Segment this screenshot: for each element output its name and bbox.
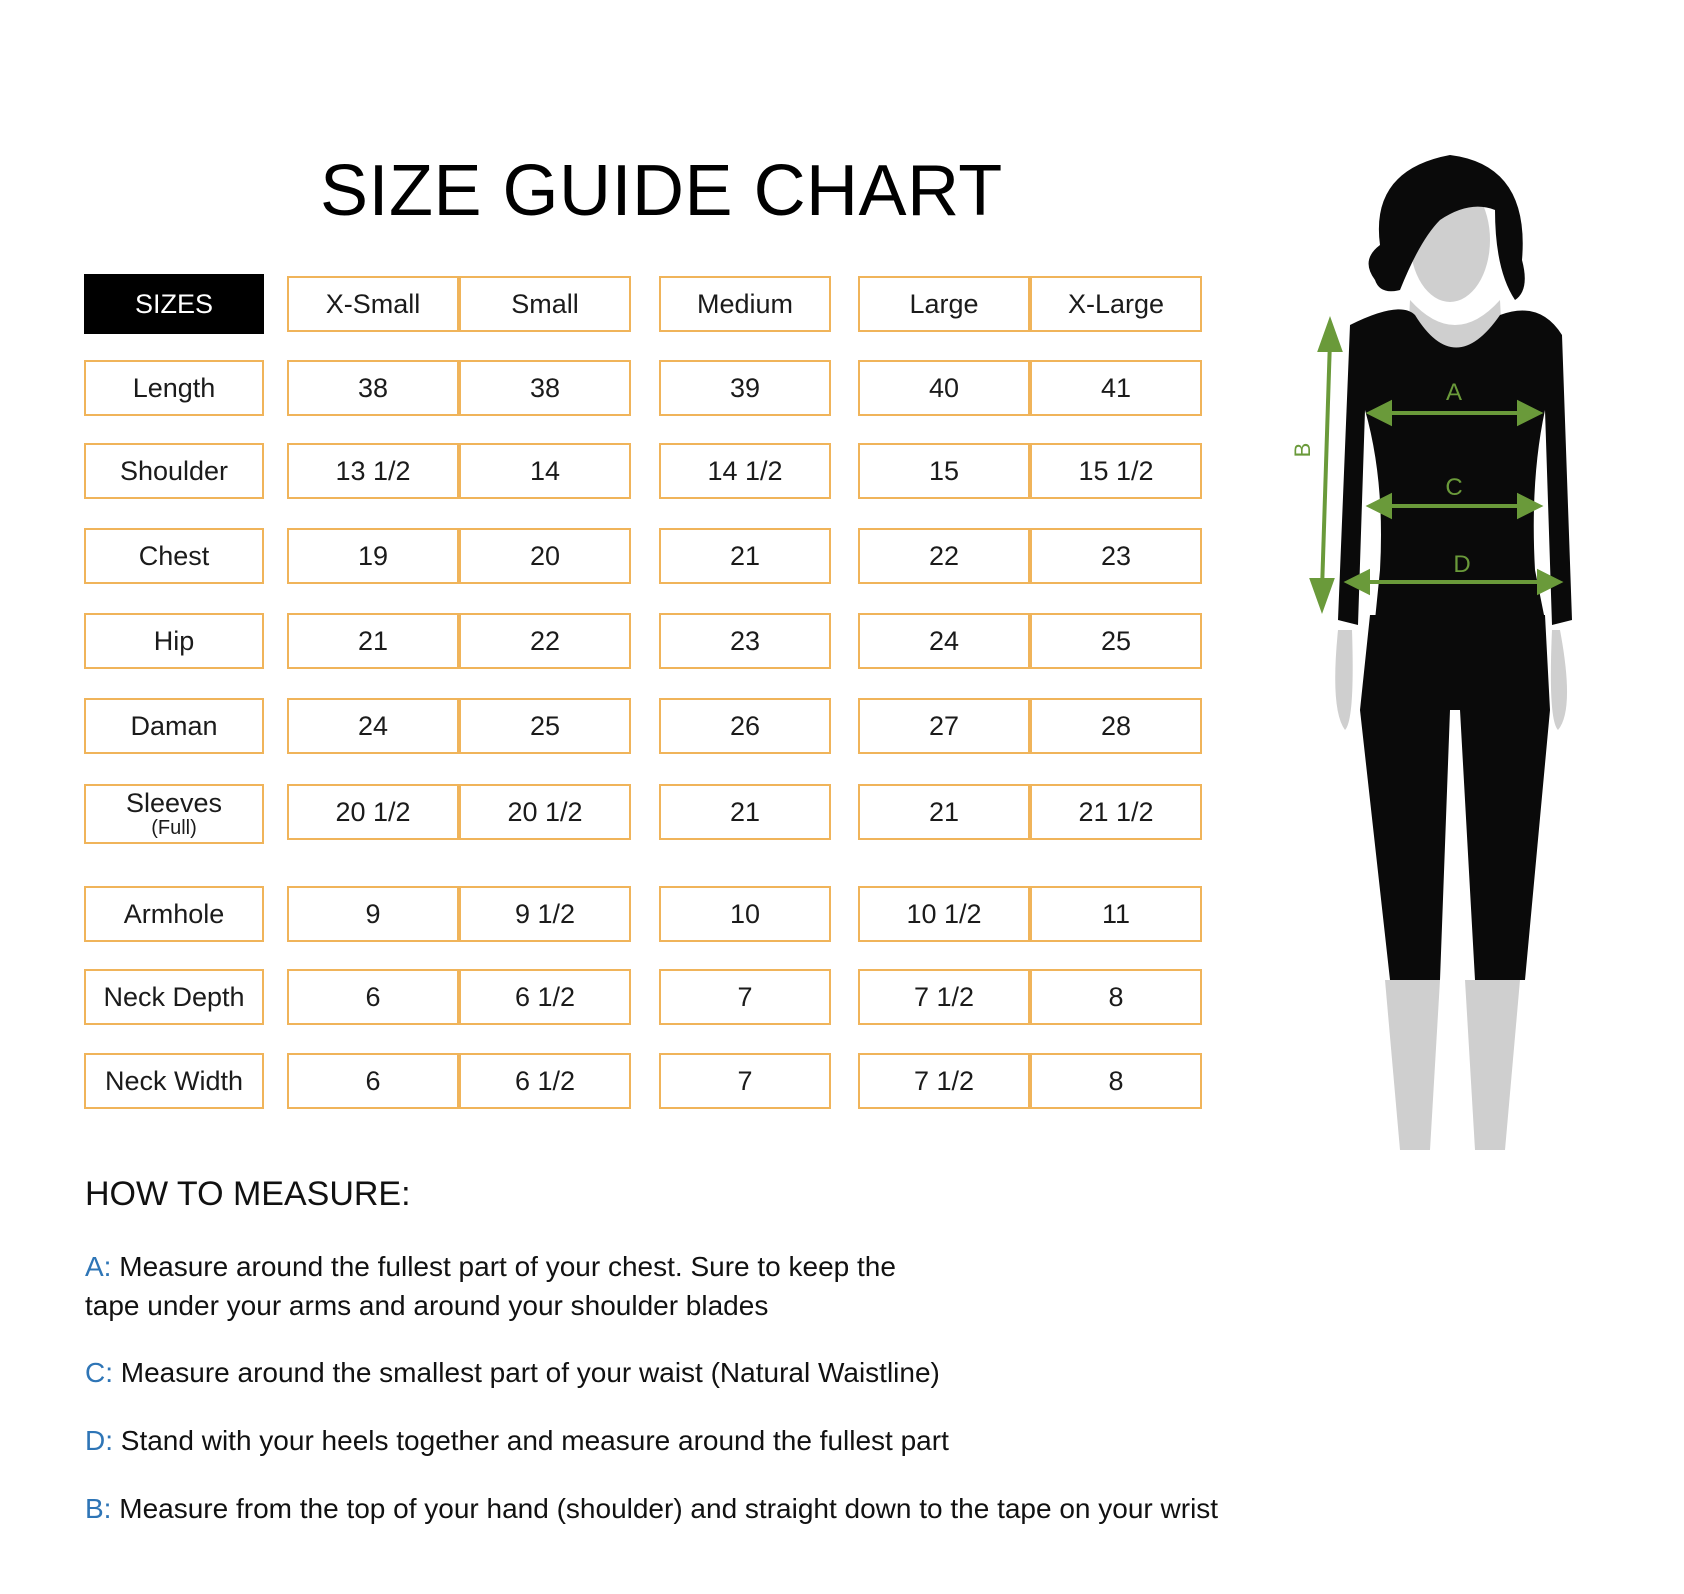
table-value-cell: 6 (287, 1053, 459, 1109)
arrow-b-line (1322, 340, 1330, 590)
table-value-cell: 21 (659, 528, 831, 584)
size-header-cell: Small (459, 276, 631, 332)
table-value-cell: 7 (659, 1053, 831, 1109)
row-label-cell (84, 443, 264, 499)
table-value-cell: 27 (858, 698, 1030, 754)
table-value-cell: 10 (659, 886, 831, 942)
marker-d: D (1453, 551, 1471, 578)
instruction-text-continued: tape under your arms and around your shoulder blades (85, 1290, 769, 1321)
arrow-b-head-top (1320, 322, 1340, 350)
instruction-d (85, 1421, 1365, 1460)
arrow-c-head-left (1370, 496, 1390, 516)
arrow-c-head-right (1519, 496, 1539, 516)
instruction-text: Measure from the top of your hand (shoulder) and straight down to the tape on your wrist (111, 1493, 1219, 1524)
figure-pants (1360, 615, 1550, 980)
row-label-cell (84, 360, 264, 416)
table-value-cell: 20 (459, 528, 631, 584)
marker-c: C (1445, 474, 1463, 501)
table-value-cell: 25 (1030, 613, 1202, 669)
instruction-letter: B: (85, 1493, 112, 1524)
row-label-cell (84, 613, 264, 669)
row-label: Armhole (123, 898, 225, 929)
table-value-cell: 14 (459, 443, 631, 499)
row-label: Chest (138, 540, 210, 571)
page-title: SIZE GUIDE CHART (320, 151, 1003, 231)
row-label: Hip (153, 625, 195, 656)
row-label: Shoulder (119, 455, 229, 486)
table-value-cell: 9 1/2 (459, 886, 631, 942)
table-value-cell: 13 1/2 (287, 443, 459, 499)
table-value-cell: 21 (287, 613, 459, 669)
row-label: Sleeves (125, 788, 223, 819)
table-value-cell: 24 (287, 698, 459, 754)
arrow-b-head-bottom (1312, 580, 1332, 608)
marker-b: B (1290, 442, 1315, 458)
table-value-cell: 22 (459, 613, 631, 669)
table-value-cell: 26 (659, 698, 831, 754)
table-value-cell: 15 (858, 443, 1030, 499)
instruction-text: Measure around the smallest part of your waist (Natural Waistline) (113, 1357, 940, 1388)
instruction-text: Stand with your heels together and measure around the fullest part (113, 1425, 949, 1456)
table-value-cell: 15 1/2 (1030, 443, 1202, 499)
instruction-text: Measure around the fullest part of your chest. Sure to keep the (111, 1251, 896, 1282)
table-value-cell: 7 1/2 (858, 969, 1030, 1025)
row-label-cell (84, 1053, 264, 1109)
table-value-cell: 21 1/2 (1030, 784, 1202, 840)
table-value-cell: 6 (287, 969, 459, 1025)
body-measurement-figure (1290, 150, 1620, 1150)
sizes-header-cell: SIZES (84, 274, 264, 334)
table-value-cell: 41 (1030, 360, 1202, 416)
table-value-cell: 11 (1030, 886, 1202, 942)
row-label-cell (84, 698, 264, 754)
marker-a: A (1445, 379, 1463, 406)
table-value-cell: 40 (858, 360, 1030, 416)
how-to-measure-title: HOW TO MEASURE: (85, 1175, 411, 1213)
table-value-cell: 21 (858, 784, 1030, 840)
table-value-cell: 6 1/2 (459, 1053, 631, 1109)
instruction-letter: D: (85, 1425, 113, 1456)
table-value-cell: 8 (1030, 969, 1202, 1025)
instruction-a (85, 1247, 1365, 1325)
table-value-cell: 7 1/2 (858, 1053, 1030, 1109)
table-value-cell: 19 (287, 528, 459, 584)
row-label-cell (84, 969, 264, 1025)
table-value-cell: 20 1/2 (287, 784, 459, 840)
table-value-cell: 9 (287, 886, 459, 942)
row-label-cell (84, 886, 264, 942)
figure-legs-skin (1385, 980, 1520, 1150)
size-header-cell: X-Small (287, 276, 459, 332)
table-value-cell: 25 (459, 698, 631, 754)
row-label: Length (132, 372, 216, 403)
row-label: Neck Depth (103, 981, 245, 1012)
table-value-cell: 21 (659, 784, 831, 840)
row-label-cell (84, 784, 264, 844)
table-value-cell: 10 1/2 (858, 886, 1030, 942)
row-label: Daman (130, 710, 218, 741)
size-header-cell: X-Large (1030, 276, 1202, 332)
row-label-cell (84, 528, 264, 584)
table-value-cell: 8 (1030, 1053, 1202, 1109)
table-value-cell: 24 (858, 613, 1030, 669)
size-header-cell: Large (858, 276, 1030, 332)
size-header-cell: Medium (659, 276, 831, 332)
instruction-letter: A: (85, 1251, 112, 1282)
table-value-cell: 39 (659, 360, 831, 416)
table-value-cell: 6 1/2 (459, 969, 631, 1025)
row-sublabel: (Full) (151, 816, 197, 839)
table-value-cell: 38 (287, 360, 459, 416)
table-value-cell: 23 (659, 613, 831, 669)
table-value-cell: 20 1/2 (459, 784, 631, 840)
table-value-cell: 28 (1030, 698, 1202, 754)
instruction-c (85, 1353, 1365, 1392)
row-label: Neck Width (104, 1065, 244, 1096)
instruction-letter: C: (85, 1357, 113, 1388)
table-value-cell: 38 (459, 360, 631, 416)
instruction-b (85, 1489, 1365, 1528)
table-value-cell: 23 (1030, 528, 1202, 584)
table-value-cell: 14 1/2 (659, 443, 831, 499)
table-value-cell: 22 (858, 528, 1030, 584)
table-value-cell: 7 (659, 969, 831, 1025)
